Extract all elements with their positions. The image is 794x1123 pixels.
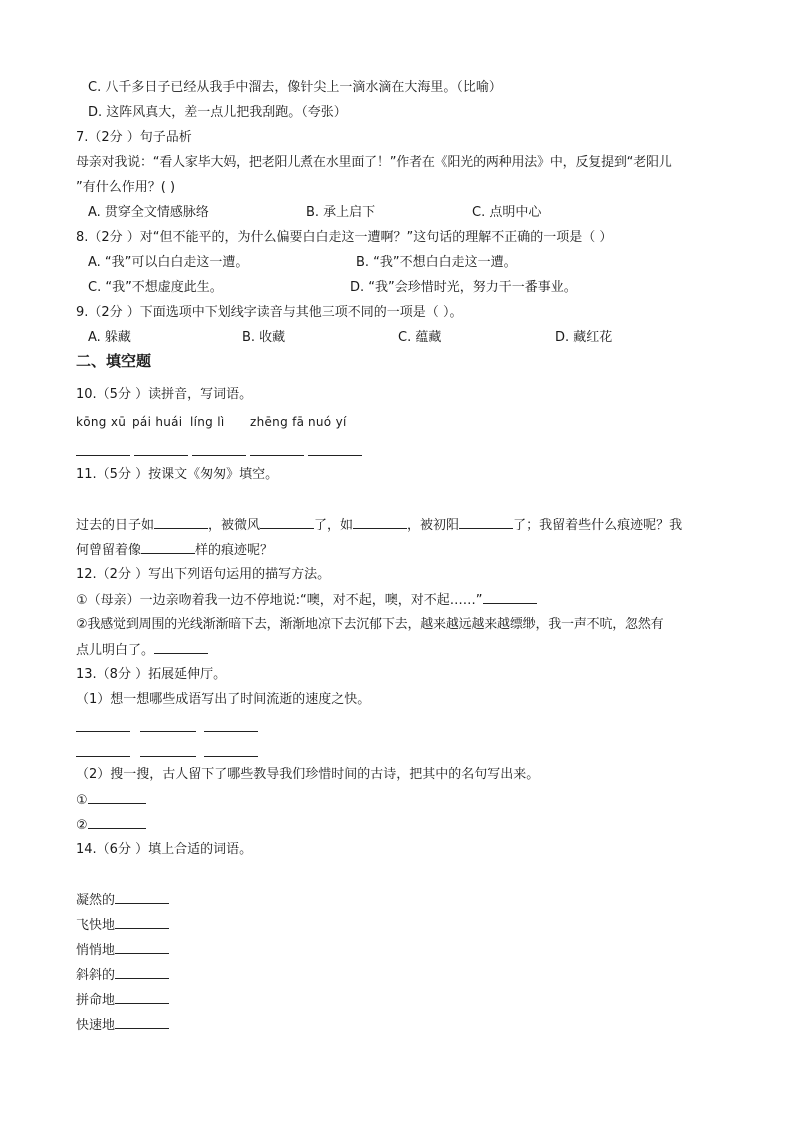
answer-blank[interactable]: [115, 1016, 169, 1029]
pinyin-5: nuó yí: [308, 415, 347, 429]
answer-blank[interactable]: [483, 591, 537, 604]
answer-blank[interactable]: [76, 455, 130, 456]
q9-option-c: C. 蕴藏: [398, 330, 442, 345]
q6-option-d: D. 这阵风真大，差一点儿把我刮跑。（夸张）: [88, 105, 347, 120]
q7-option-b: B. 承上启下: [306, 205, 376, 220]
q13-header: 13.（8分 ）拓展延伸厅。: [76, 667, 227, 682]
q9-header: 9.（2分 ）下面选项中下划线字读音与其他三项不同的一项是（ ）。: [76, 305, 463, 320]
answer-blank[interactable]: [459, 516, 513, 529]
q8-header: 8.（2分 ）对“但不能平的，为什么偏要白白走这一遭啊？”这句话的理解不正确的一项是（ ）: [76, 230, 613, 245]
answer-blank[interactable]: [154, 641, 208, 654]
q12-header: 12.（2分 ）写出下列语句运用的描写方法。: [76, 567, 331, 582]
answer-blank[interactable]: [260, 516, 314, 529]
q8-option-d: D. “我”会珍惜时光，努力干一番事业。: [350, 280, 577, 295]
answer-blank[interactable]: [140, 756, 196, 757]
q8-option-a: A. “我”可以白白走这一遭。: [88, 255, 249, 270]
q12-item2-line2: [76, 641, 208, 660]
pinyin-3: líng lì: [190, 415, 225, 429]
q13-mark: ①: [76, 793, 88, 808]
q11-text: 过去的日子如: [76, 518, 155, 533]
q12-text: ①（母亲）一边亲吻着我一边不停地说:“噢，对不起，噢，对不起……”: [76, 593, 483, 608]
answer-blank[interactable]: [115, 891, 169, 904]
q7-stem-line1: 母亲对我说：“看人家毕大妈，把老阳儿煮在水里面了！”作者在《阳光的两种用法》中，反复提到“老阳儿: [76, 155, 672, 170]
q11-text: 何曾留着像: [76, 543, 142, 558]
pinyin-1: kōng xū: [76, 415, 127, 429]
q11-line2: [76, 541, 273, 560]
answer-blank[interactable]: [115, 916, 169, 929]
q8-option-c: C. “我”不想虚度此生。: [88, 280, 223, 295]
q13-answer-2: [76, 816, 146, 835]
answer-blank[interactable]: [140, 731, 196, 732]
q10-header: 10.（5分 ）读拼音，写词语。: [76, 387, 253, 402]
answer-blank[interactable]: [141, 541, 195, 554]
q14-item: [76, 916, 169, 935]
answer-blank[interactable]: [115, 966, 169, 979]
q14-header: 14.（6分 ）填上合适的词语。: [76, 842, 253, 857]
q14-word: 凝然的: [76, 893, 116, 908]
answer-blank[interactable]: [353, 516, 407, 529]
q13-mark: ②: [76, 818, 88, 833]
answer-blank[interactable]: [76, 756, 130, 757]
answer-blank[interactable]: [308, 455, 362, 456]
q14-item: [76, 966, 169, 985]
q11-header: 11.（5分 ）按课文《匆匆》填空。: [76, 467, 279, 482]
answer-blank[interactable]: [76, 731, 130, 732]
q13-sub2: （2）搜一搜，古人留下了哪些教导我们珍惜时间的古诗，把其中的名句写出来。: [76, 767, 540, 782]
q14-word: 飞快地: [76, 918, 116, 933]
q11-text: ，被初阳: [407, 518, 460, 533]
q7-header: 7.（2分 ）句子品析: [76, 130, 192, 145]
q12-item2-line1: ②我感觉到周围的光线渐渐暗下去，渐渐地凉下去沉郁下去，越来越远越来越缥缈，我一声不吭，忽然有: [76, 617, 664, 632]
q14-item: [76, 1016, 169, 1035]
answer-blank[interactable]: [154, 516, 208, 529]
q9-option-a: A. 躲藏: [88, 330, 131, 345]
q12-item1: [76, 591, 537, 610]
q11-text: 了，如: [314, 518, 354, 533]
q11-text: 样的痕迹呢？: [195, 543, 274, 558]
q14-item: [76, 891, 169, 910]
q7-option-c: C. 点明中心: [472, 205, 542, 220]
pinyin-2: pái huái: [132, 415, 183, 429]
q13-sub1: （1）想一想哪些成语写出了时间流逝的速度之快。: [76, 692, 371, 707]
q14-item: [76, 941, 169, 960]
answer-blank[interactable]: [88, 791, 146, 804]
q11-text: 了；我留着些什么痕迹呢？我: [513, 518, 683, 533]
q12-text: 点儿明白了。: [76, 643, 155, 658]
answer-blank[interactable]: [204, 756, 258, 757]
pinyin-4: zhēng fā: [250, 415, 305, 429]
answer-blank[interactable]: [134, 455, 188, 456]
q6-option-c: C. 八千多日子已经从我手中溜去，像针尖上一滴水滴在大海里。（比喻）: [88, 80, 502, 95]
q14-word: 快速地: [76, 1018, 116, 1033]
q7-stem-line2: ”有什么作用？( ): [76, 180, 176, 195]
answer-blank[interactable]: [115, 991, 169, 1004]
answer-blank[interactable]: [192, 455, 246, 456]
q9-option-b: B. 收藏: [242, 330, 286, 345]
q14-word: 悄悄地: [76, 943, 116, 958]
q9-option-d: D. 藏红花: [555, 330, 613, 345]
q13-answer-1: [76, 791, 146, 810]
q14-word: 拼命地: [76, 993, 116, 1008]
answer-blank[interactable]: [250, 455, 304, 456]
answer-blank[interactable]: [204, 731, 258, 732]
q11-text: ，被微风: [208, 518, 261, 533]
answer-blank[interactable]: [115, 941, 169, 954]
q14-word: 斜斜的: [76, 968, 116, 983]
section-title: 二、填空题: [76, 352, 152, 370]
q7-option-a: A. 贯穿全文情感脉络: [88, 205, 209, 220]
q8-option-b: B. “我”不想白白走这一遭。: [356, 255, 517, 270]
q14-item: [76, 991, 169, 1010]
q11-line1: [76, 516, 682, 535]
answer-blank[interactable]: [88, 816, 146, 829]
